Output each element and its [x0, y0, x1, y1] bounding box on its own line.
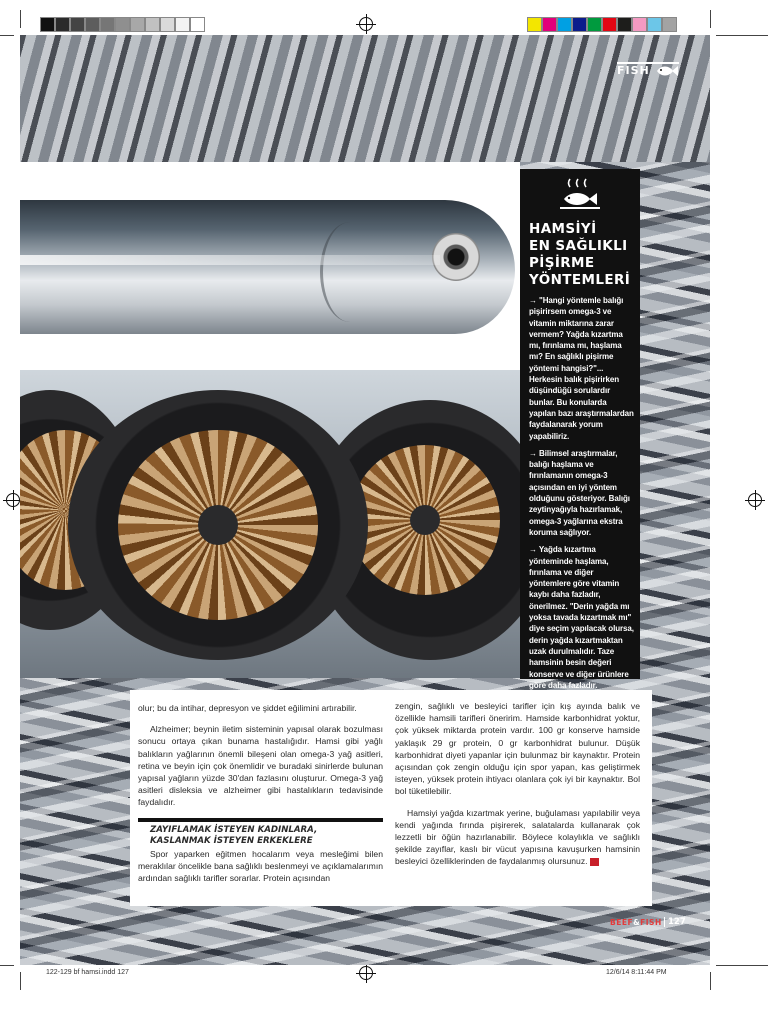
arrow-icon: → [529, 296, 537, 305]
calibration-swatch [587, 17, 602, 32]
calibration-swatch [115, 17, 130, 32]
article-column-left [138, 702, 383, 906]
end-of-article-mark [590, 858, 599, 866]
subheading-line: KASLANMAK İSTEYEN ERKEKLERE [150, 836, 313, 847]
crop-mark [710, 972, 711, 990]
subhead-rule [138, 818, 383, 822]
calibration-swatch [572, 17, 587, 32]
crop-mark [20, 972, 21, 990]
sidebar-paragraph-text: Yağda kızartma yönteminde haşlama, fırınlama ve diğer yöntemlere göre vitamin kaybı daha fazladır, önerilmez. "Derin yağda mı yoksa tavada kızartmak mı" diye seçim yapılacak olursa, derin yağda kızartmaktan uzak durulmalıdır. Taze hamsinin besin değeri konserve ve diğer ürünlere göre daha fazladır. [529, 545, 634, 690]
gray-calibration-bar [40, 17, 205, 32]
section-tag [617, 64, 678, 77]
calibration-swatch [542, 17, 557, 32]
article-body [130, 690, 652, 906]
section-tag-label: FISH [617, 64, 650, 77]
crop-mark [0, 965, 14, 966]
article-column-right [395, 700, 640, 906]
anchovy-gill [320, 222, 380, 322]
calibration-swatch [40, 17, 55, 32]
subheading-line: ZAYIFLAMAK İSTEYEN KADINLARA, [150, 824, 318, 835]
article-paragraph-text: Hamsiyi yağda kızartmak yerine, buğulaması yapılabilir veya kendi yağında fırında pişirerek, salatalarda kullanarak çok lezzetli bir öğün hazırlanabilir. Böylece kolaylıkla ve sağlıklı şekilde zayıflar, kaslı bir vücut yapısına kavuşurken hamsinin besleyici özelliklerinden de faydalanmış olursunuz. [395, 807, 640, 867]
brand-beef: BEEF [610, 918, 634, 927]
brand-ampersand: & [633, 918, 641, 927]
article-paragraph: zengin, sağlıklı ve besleyici tarifler için kış ayında balık ve özellikle hamsili tarifleri öneririm. Hamside karbonhidrat yoktur, çok yüksek miktarda protein vardır. 100 gr konserve hamside yaklaşık 29 gr protein, 0 gr karbonhidrat bulunur. Düşük karbonhidrat diyeti yapanlar için bulunmaz bir kaynaktır. Protein açısından çok zengin olduğu için spor yapan, kas geliştirmek isteyen, yüksek protein ihtiyacı olanlara çok iyi bir kaynaktır. Bol bol tüketilebilir. [395, 701, 640, 797]
anchovies-photo-top [20, 35, 710, 162]
registration-mark-bottom [359, 966, 373, 980]
sidebar-title-line: YÖNTEMLERİ [529, 272, 631, 288]
article-paragraph: Alzheimer; beynin iletim sisteminin yapısal olarak bozulması sonucu ortaya çıkan bunama hastalığıdır. Hamsi gibi yağlı balıkların yağlarının önemli bileşeni olan omega-3 yağ asitleri, retina ve beyin için çok önemlidir ve buradaki sinirlerde bulunan yapısal yağların yüzde 30'dan fazlasını oluşturur. Omega-3 yağ asitleri disleksia ve alzheimer gibi hastalıkların tedavisinde faydalıdır. [138, 724, 383, 808]
sidebar-box [520, 169, 640, 690]
article-paragraph [395, 807, 640, 868]
calibration-swatch [100, 17, 115, 32]
calibration-swatch [617, 17, 632, 32]
sidebar-title-line: HAMSİYİ [529, 221, 597, 237]
calibration-swatch [55, 17, 70, 32]
calibration-swatch [160, 17, 175, 32]
calibration-swatch [602, 17, 617, 32]
fish-icon [656, 65, 678, 77]
calibration-swatch [70, 17, 85, 32]
sidebar-title-line: EN SAĞLIKLI [529, 238, 628, 254]
brand-fish: FISH [640, 918, 662, 927]
sidebar-title-line: PİŞİRME [529, 255, 595, 271]
calibration-swatch [145, 17, 160, 32]
crop-mark [0, 35, 14, 36]
calibration-swatch [190, 17, 205, 32]
sidebar-paragraph [529, 448, 634, 538]
arrow-icon: → [529, 448, 537, 458]
calibration-swatch [130, 17, 145, 32]
print-slug-date: 12/6/14 8:11:44 PM [606, 969, 667, 976]
sidebar-title [529, 221, 634, 289]
calibration-swatch [662, 17, 677, 32]
registration-mark-top [359, 17, 373, 31]
pan-center [198, 505, 238, 545]
sidebar-paragraph [529, 295, 634, 442]
page-number: 127 [664, 917, 686, 927]
calibration-swatch [632, 17, 647, 32]
pan-center [410, 505, 440, 535]
calibration-swatch [557, 17, 572, 32]
sidebar-paragraph-text: Bilimsel araştırmalar, balığı haşlama ve fırınlamanın omega-3 açısından en iyi yöntem olduğunu gösteriyor. Balığı zeytinyağıyla hazırlamak, omega-3 yağlarına ekstra koruma sağlıyor. [529, 448, 630, 537]
registration-mark-left [6, 493, 20, 507]
arrow-icon: → [529, 545, 537, 555]
crop-mark [20, 10, 21, 28]
crop-mark [716, 965, 768, 966]
crop-mark [710, 10, 711, 28]
sidebar-paragraph [529, 544, 634, 691]
calibration-swatch [175, 17, 190, 32]
crop-mark [716, 35, 768, 36]
calibration-swatch [527, 17, 542, 32]
article-paragraph: olur; bu da intihar, depresyon ve şiddet eğilimini artırabilir. [138, 703, 357, 713]
calibration-swatch [647, 17, 662, 32]
frying-pan-middle [68, 390, 368, 660]
color-calibration-bar [527, 17, 677, 32]
magazine-brand [610, 918, 662, 927]
steaming-fish-plate-icon [558, 177, 602, 213]
article-paragraph: Spor yaparken eğitmen hocalarım veya mesleğimi bilen meraklılar öncelikle bana sağlıklı beslenmeyi ve açıklamalarımın ardından sağlıklı tarifler sorarlar. Protein açısından [138, 848, 383, 884]
single-anchovy-photo [20, 162, 520, 370]
frying-pans-photo [20, 370, 520, 678]
print-slug-file: 122-129 bf hamsi.indd 127 [46, 969, 129, 976]
sidebar-paragraph-text: "Hangi yöntemle balığı pişirirsem omega-3 ve vitamin miktarına zarar vermem? Yağda kızartma mı, fırınlama mı, haşlama mı? En sağlıklı pişirme yöntemi hangisi?"... Herkesin balık pişirirken düşündüğü sorulardır bunlar. Bu konularda yapılan bazı araştırmalardan faydalanarak yorum yapabiliriz. [529, 296, 634, 441]
anchovy-body [20, 200, 515, 334]
anchovy-eye [432, 233, 480, 281]
registration-mark-right [748, 493, 762, 507]
article-subheading [150, 825, 383, 848]
calibration-swatch [85, 17, 100, 32]
